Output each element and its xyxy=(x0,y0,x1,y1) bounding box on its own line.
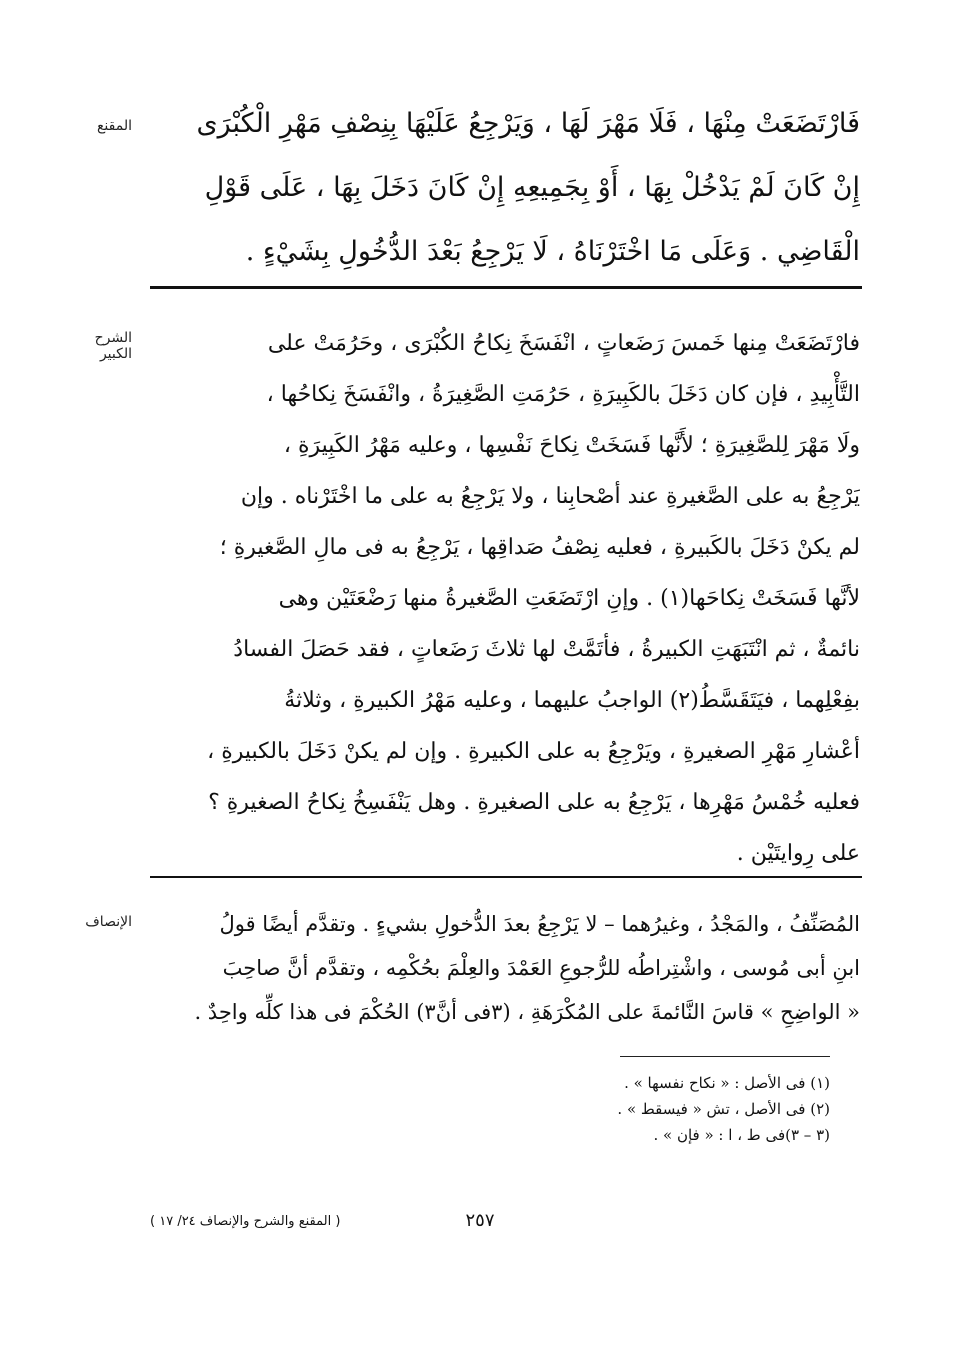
insaf-line: المُصَنِّفُ ، والمَجْدُ ، وغيرُهما – لا يَرْجِعُ بعدَ الدُّخولِ بشيءٍ . وتقدَّم أيضًا قولُ xyxy=(219,912,860,936)
label-insaf: الإنصاف xyxy=(85,914,132,930)
series-reference: ( المقنع والشرح والإنصاف ٢٤/ ١٧ ) xyxy=(150,1214,341,1229)
insaf-text xyxy=(150,902,860,1034)
muqni-text xyxy=(150,92,860,284)
sharh-line: نائمةٌ ، ثم انْتَبَهَتِ الكبيرةُ ، فأتَمَّتْ لها ثلاثَ رَضَعاتٍ ، فقد حَصَلَ الفسادُ xyxy=(233,637,860,662)
sharh-line: يَرْجِعُ به على الصَّغيرةِ عند أصْحابِنا ، ولا يَرْجِعُ به على ما اخْتَرْناه . وإن xyxy=(240,484,860,509)
sharh-line: على رِوايتَيْن . xyxy=(736,841,860,866)
sharh-line: فعليه خُمْسُ مَهْرِها ، يَرْجِعُ به على الصغيرةِ . وهل يَنْفَسِخُ نِكاحُ الصغيرةِ ؟ xyxy=(208,790,860,815)
sharh-text xyxy=(150,318,860,879)
insaf-line: « الواضِحِ » قاسَ النَّائمةَ على المُكْرَهَةِ ، (٣فى أنَّ٣) الحُكْمَ فى هذا كلِّه واحِدٌ . xyxy=(194,1000,860,1024)
muqni-line-2: إِنْ كَانَ لَمْ يَدْخُلْ بِهَا ، أَوْ بِجَمِيعِهِ إِنْ كَانَ دَخَلَ بِهَا ، عَلَى قَوْلِ xyxy=(204,172,860,203)
footnotes xyxy=(500,1070,830,1148)
insaf-line: ابنِ أبى مُوسى ، واشْتِراطُه للرُّجوعِ العَمْدَ والعِلْمَ بحُكْمِه ، وتقدَّم أنَّ صاحِبَ xyxy=(222,956,860,980)
sharh-line: أعْشارِ مَهْرِ الصغيرةِ ، ويَرْجِعُ به على الكبيرةِ . وإن لم يكنْ دَخَلَ بالكبيرةِ ، xyxy=(207,739,860,764)
label-sharh: الشرح الكبير xyxy=(94,330,132,362)
label-muqni: المقنع xyxy=(96,118,132,134)
sharh-line: بفِعْلِهما ، فيَتَقَسَّطُ(٢) الواجبُ عليهما ، وعليه مَهْرُ الكبيرةِ ، وثلاثةُ xyxy=(284,688,860,713)
sharh-line: فارْتَضَعَتْ مِنها خَمسَ رَضَعاتٍ ، انْفَسَخَ نِكاحُ الكُبْرَى ، وحَرُمَتْ على xyxy=(267,331,860,356)
muqni-line-3: الْقَاضِي . وَعَلَى مَا اخْتَرْنَاهُ ، لَا يَرْجِعُ بَعْدَ الدُّخُولِ بِشَيْءٍ . xyxy=(245,236,860,267)
page-number: ٢٥٧ xyxy=(465,1210,495,1231)
footnote-3: (٣ – ٣)فى ط ، ا : « فإن » . xyxy=(653,1126,830,1144)
sharh-line: لم يكنْ دَخَلَ بالكَبيرةِ ، فعليه نِصْفُ صَداقِها ، يَرْجِعُ به فى مالِ الصَّغيرةِ ؛ xyxy=(219,535,860,560)
footnote-2: (٢) فى الأصل ، تش « فيسقط » . xyxy=(617,1100,830,1118)
section-divider-thin xyxy=(150,876,862,878)
footnote-divider xyxy=(620,1056,830,1057)
sharh-line: لأنَّها فَسَخَتْ نِكاحَها(١) . وإنِ ارْتَضَعَتِ الصَّغيرةُ منها رَضْعَتَيْن وهى xyxy=(278,586,860,611)
sharh-line: التَّأْبِيدِ ، فإن كان دَخَلَ بالكَبِيرَةِ ، حَرُمَتِ الصَّغِيرَةُ ، وانْفَسَخَ نِكاحُها ، xyxy=(266,382,860,407)
sharh-line: ولَا مَهْرَ لِلصَّغِيرَةِ ؛ لأَنَّها فَسَخَتْ نِكاحَ نَفْسِها ، وعليه مَهْرُ الكَبِيرَةِ ، xyxy=(283,433,860,458)
section-divider-thick xyxy=(150,286,862,289)
muqni-line-1: فَارْتَضَعَتْ مِنْهَا ، فَلَا مَهْرَ لَهَا ، وَيَرْجِعُ عَلَيْهَا بِنِصْفِ مَهْرِ الْكُبْرَى xyxy=(196,108,860,139)
footnote-1: (١) فى الأصل : « نكاح نفسها » . xyxy=(624,1074,830,1092)
